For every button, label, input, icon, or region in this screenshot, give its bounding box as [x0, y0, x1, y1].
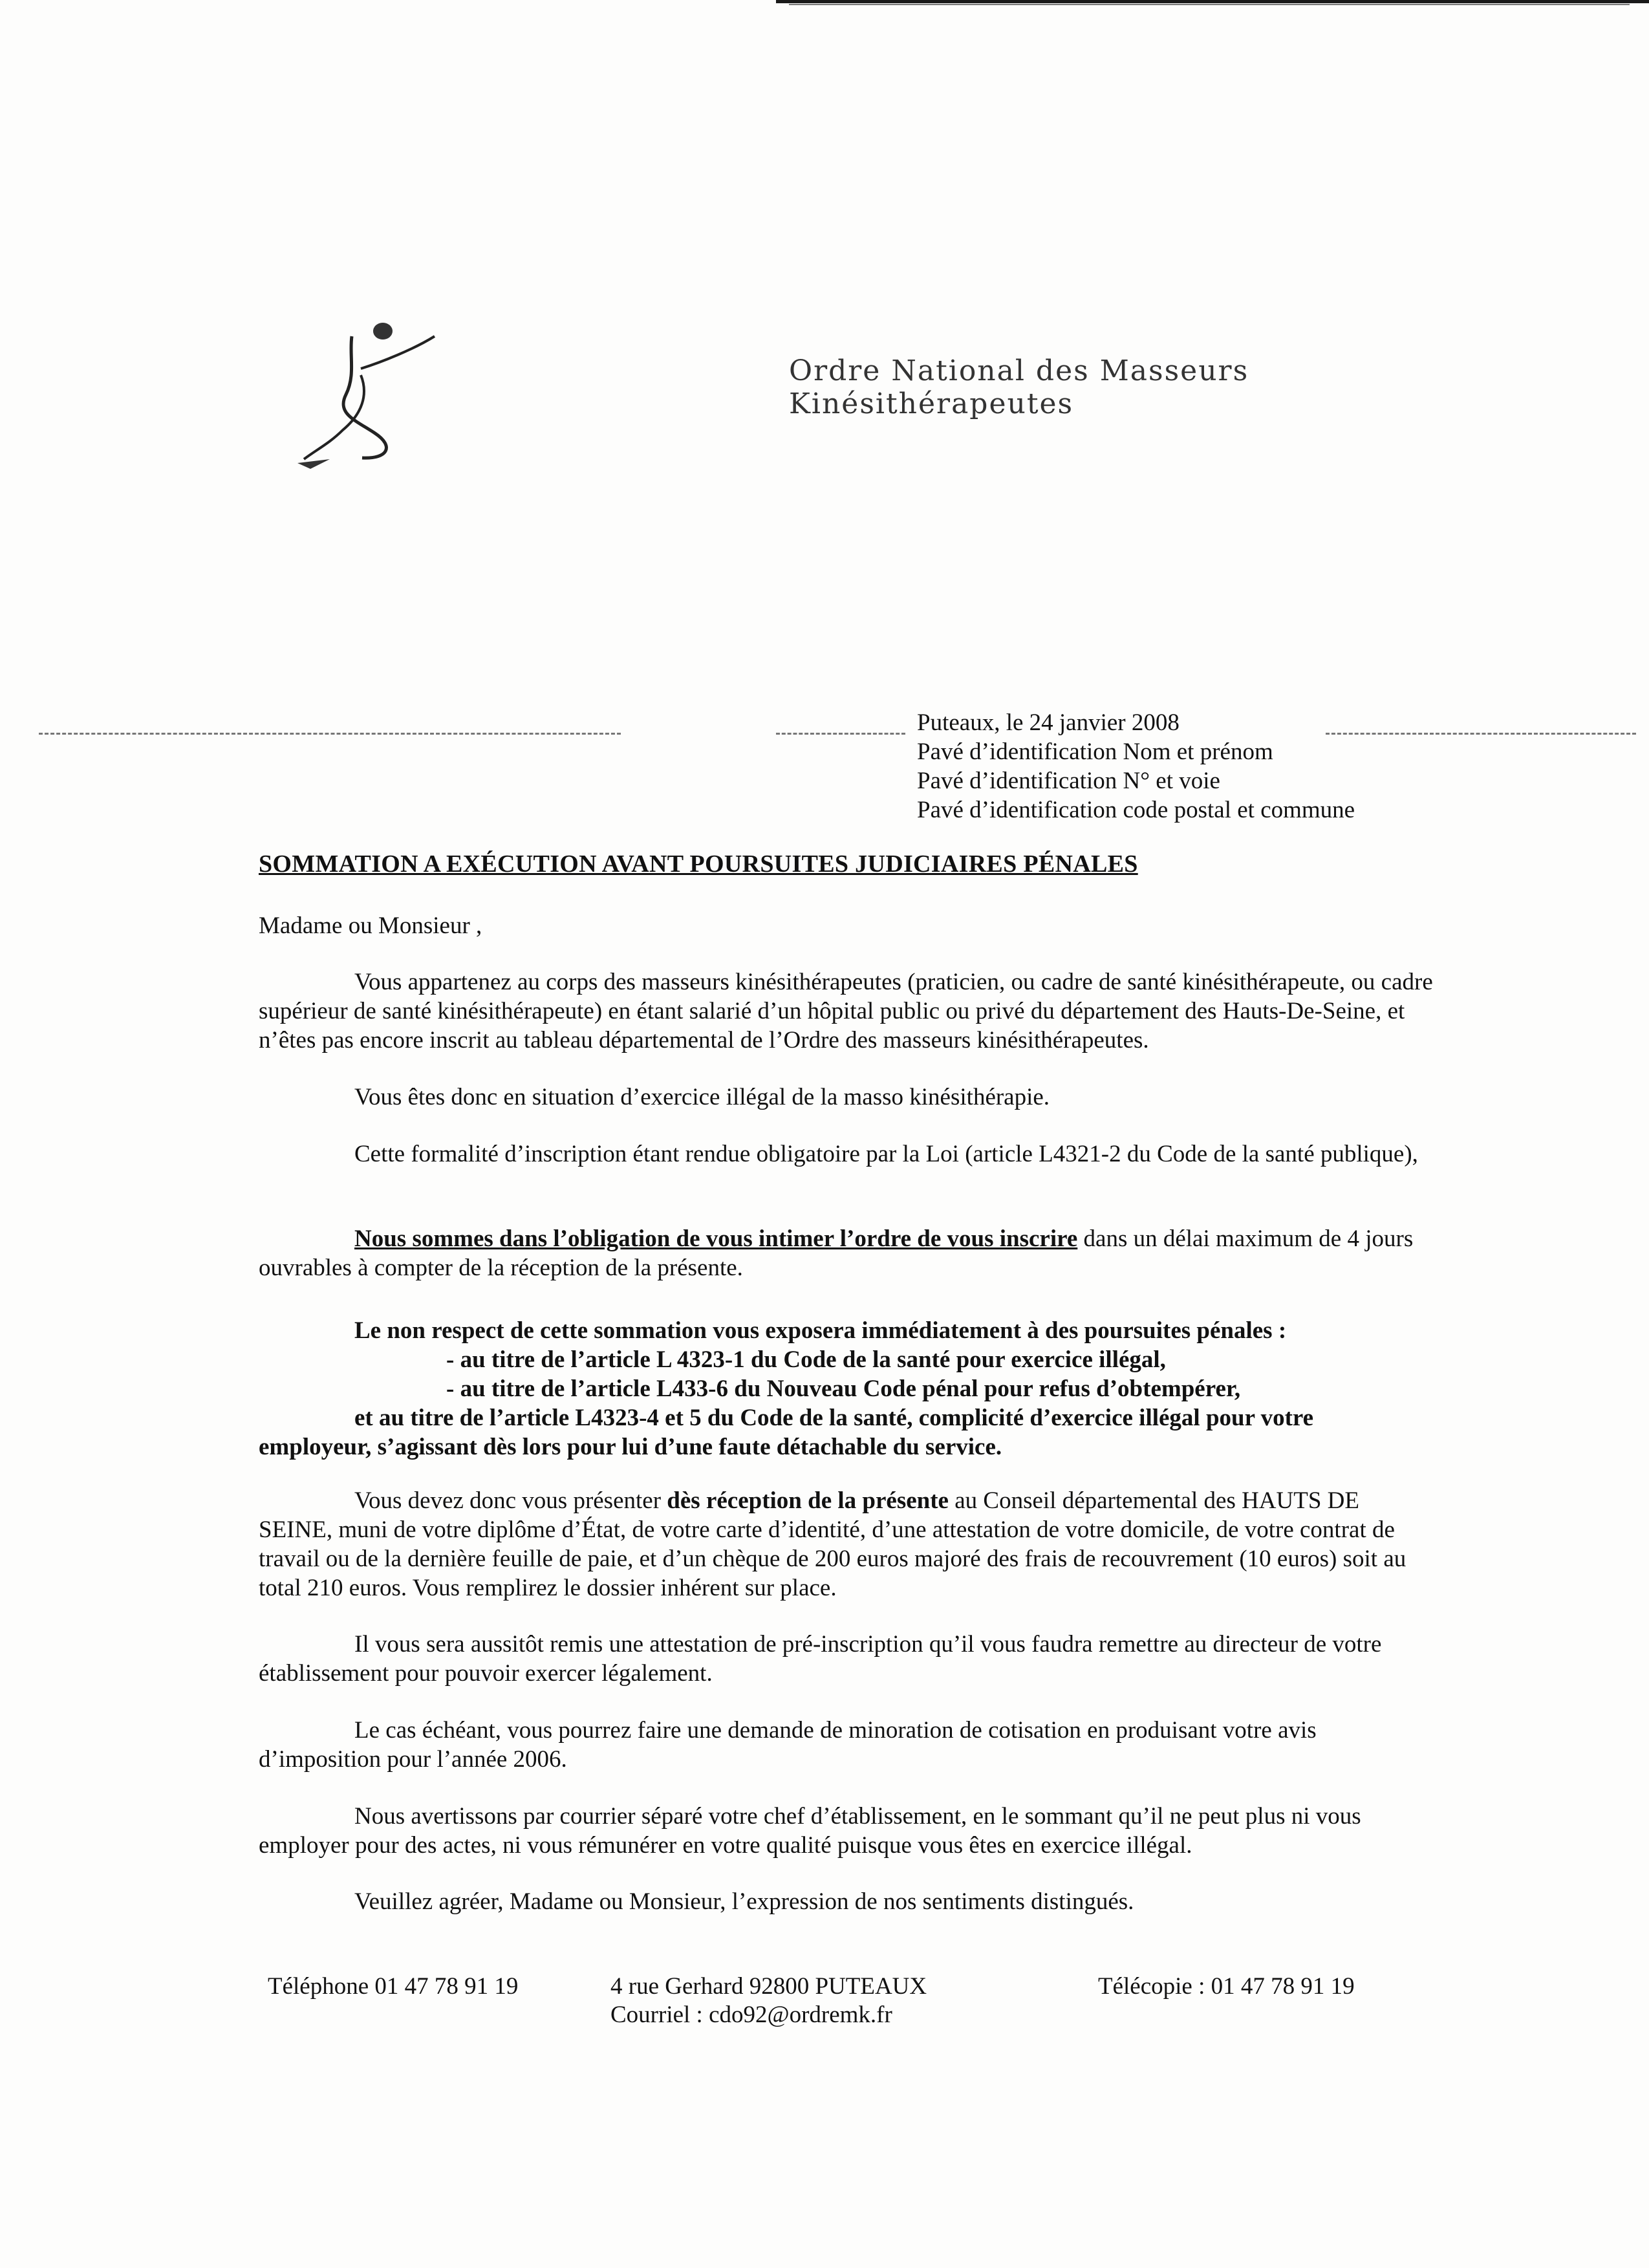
recipient-city: Pavé d’identification code postal et commune [917, 797, 1355, 823]
fold-line-artifact [39, 733, 621, 735]
recipient-address-block [917, 708, 1355, 825]
paragraph-pre-registration: Il vous sera aussitôt remis une attestation de pré-inscription qu’il vous faudra remettre au directeur de votre établissement pour pouvoir exercer légalement. [259, 1631, 1382, 1687]
footer-phone: Téléphone 01 47 78 91 19 [268, 1973, 519, 2000]
warning-item: - au titre de l’article L 4323-1 du Code de la santé pour exercice illégal, [446, 1346, 1166, 1373]
warning-intro: Le non respect de cette sommation vous exposera immédiatement à des poursuites pénales : [354, 1317, 1287, 1344]
instructions-emphasis: dès réception de la présente [667, 1487, 949, 1514]
paragraph-instructions: Vous devez donc vous présenter dès réception de la présente au Conseil départemental des HAUTS DE SEINE, muni de votre diplôme d’État, de votre carte d’identité, d’une attestation de votre domicile, de votre contrat de travail ou de la dernière feuille de paie, et d’un chèque de 200 euros majoré des frais de recouvrement (10 euros) soit au total 210 euros. Vous remplirez le dossier inhérent sur place. [259, 1487, 1406, 1601]
paragraph-legal-basis: Cette formalité d’inscription étant rendue obligatoire par la Loi (article L4321-2 du Code de la santé publique), [354, 1141, 1418, 1167]
footer-address: 4 rue Gerhard 92800 PUTEAUX [610, 1973, 927, 2000]
legal-warning [259, 1316, 1461, 1462]
paragraph-illegal-practice: Vous êtes donc en situation d’exercice illégal de la masso kinésithérapie. [354, 1084, 1050, 1110]
organization-name: Ordre National des Masseurs Kinésithérapeutes [789, 354, 1249, 420]
footer-address-block [610, 1972, 927, 2029]
paragraph-membership: Vous appartenez au corps des masseurs kinésithérapeutes (praticien, ou cadre de santé kinésithérapeute, ou cadre supérieur de santé kinésithérapeute) en étant salarié d’un hôpital public ou privé du département des Hauts-De-Seine, et n’êtes pas encore inscrit au tableau départemental de l’Ordre des masseurs kinésithérapeutes. [259, 969, 1433, 1053]
scan-border-artifact [789, 4, 1630, 5]
closing-formula: Veuillez agréer, Madame ou Monsieur, l’expression de nos sentiments distingués. [354, 1888, 1134, 1915]
paragraph-employer-notice: Nous avertissons par courrier séparé votre chef d’établissement, en le sommant qu’il ne peut plus ni vous employer pour des actes, ni vous rémunérer en votre qualité puisque vous êtes en exercice illégal. [259, 1803, 1361, 1859]
recipient-name: Pavé d’identification Nom et prénom [917, 739, 1273, 765]
fold-line-artifact [1326, 733, 1636, 735]
footer-email: Courriel : cdo92@ordremk.fr [610, 2002, 892, 2028]
obligation-emphasis: Nous sommes dans l’obligation de vous intimer l’ordre de vous inscrire [354, 1226, 1078, 1252]
paragraph-obligation: Nous sommes dans l’obligation de vous intimer l’ordre de vous inscrire dans un délai maximum de 4 jours ouvrables à compter de la réception de la présente. [259, 1226, 1414, 1281]
paragraph-reduction: Le cas échéant, vous pourrez faire une demande de minoration de cotisation en produisant votre avis d’imposition pour l’année 2006. [259, 1717, 1317, 1773]
letter-subject: SOMMATION A EXÉCUTION AVANT POURSUITES JUDICIAIRES PÉNALES [259, 850, 1138, 878]
warning-line: employeur, s’agissant dès lors pour lui d’une faute détachable du service. [259, 1434, 1002, 1460]
warning-item: - au titre de l’article L433-6 du Nouveau Code pénal pour refus d’obtempérer, [446, 1376, 1241, 1402]
fold-line-artifact [776, 733, 905, 735]
dancing-figure-logo [285, 310, 453, 479]
scan-border-artifact [776, 0, 1649, 3]
footer-fax: Télécopie : 01 47 78 91 19 [1098, 1973, 1355, 2000]
recipient-street: Pavé d’identification N° et voie [917, 768, 1220, 794]
salutation: Madame ou Monsieur , [259, 913, 482, 939]
warning-line: et au titre de l’article L4323-4 et 5 du Code de la santé, complicité d’exercice illégal pour votre [354, 1405, 1314, 1431]
place-date: Puteaux, le 24 janvier 2008 [917, 709, 1180, 736]
